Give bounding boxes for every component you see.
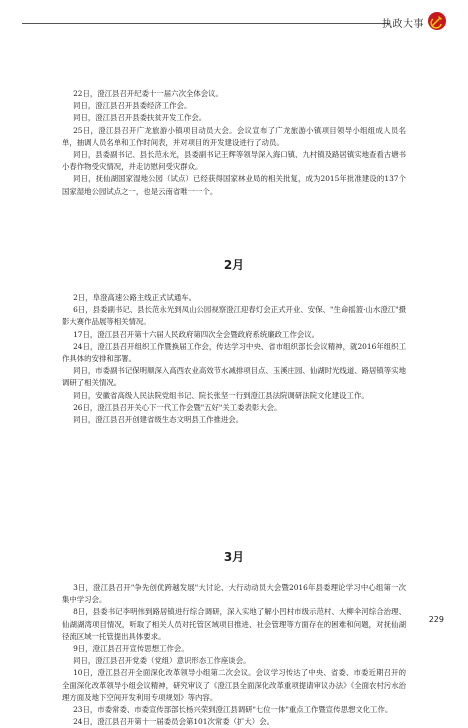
entry: 10日，澄江县召开全面深化改革领导小组第二次会议。会议学习传达了中央、省委、市委近期召开的全面深化改革领导小组会议精神，研究审议了《澄江县全面深化改革重项提请审议办法》《全面农村污水治理方面及地下空间开发利用专项规划》等内容。 [62,668,406,702]
entry: 同日，澄江县召开县委扶贫开发工作会。 [73,113,207,123]
entry: 23日，市委常委、市委宣传部部长杨兴荣到澄江县调研"七位一体"重点工作暨宣传思想文化工作。 [73,705,393,715]
entry: 22日，澄江县召开纪委十一届六次全体会议。 [73,89,223,98]
entry: 2日，阜澄高速公路主线正式试通车。 [73,293,197,302]
page-number: 229 [428,615,444,624]
entry: 24日，澄江县召开组织工作暨换届工作会，传达学习中央、省市组织部长会议精神，就2016年组织工作具体的安排和部署。 [62,341,406,364]
section-february [62,292,406,426]
header-rule [22,23,390,24]
month-title: 3月 [223,550,245,564]
entry: 25日，澄江县召开广龙旅游小镇项目动员大会。会议宣布了广龙旅游小镇项目领导小组组成人员名单，抽调人员名单和工作时间表，并对项目的开发建设进行了动员。 [62,125,406,147]
entry: 同日，澄江县召开县委经济工作会。 [73,101,192,111]
entry: 8日，县委书记李明伟到路居镇进行综合调研，深入实地了解小凹村市级示范村、大柳伞河综合治理、仙湖湖湾项目情况，听取了相关人员对托管区域项目推进、社会管理等方面存在的困难和问题，对抚仙湖径流区域一托管提出具体要求。 [62,607,406,641]
entry: 同日，抚仙湖国家湿地公园（试点）已经获得国家林业局的相关批复，成为2015年批准建设的137个国家湿地公园试点之一，也是云南省唯一一个。 [62,174,406,196]
entry: 17日，澄江县召开第十六届人民政府第四次全会暨政府系统廉政工作会议。 [73,329,320,339]
section-march [62,582,406,728]
month-title: 2月 [223,258,245,272]
entry: 3日，澄江县召开"争先创优跨越发展"大讨论、大行动动员大会暨2016年县委理论学习中心组第一次集中学习会。 [62,583,406,605]
entry: 同日，县委副书记、县长范永光，县委副书记王辉等领导深入海口镇、九村镇及路居镇实地查看古塘书小春作物受灾情况，并走访慰问受灾群众。 [62,150,406,172]
entry: 9日，澄江县召开宣传思想工作会。 [73,644,189,654]
entry: 同日，市委副书记保明顺深入高西农业高效节水减排项目点、玉溪庄园、仙湖时光线道、路居镇等实地调研了相关情况。 [62,366,406,388]
entry: 同日，安徽省高级人民法院党组书记、院长张坚一行到澄江县法院调研法院文化建设工作。 [73,390,369,400]
party-emblem-icon [428,12,446,30]
month-heading-february [62,256,406,273]
entry: 6日，县委副书记、县长范永光到凤山公园视察澄江迎春灯会正式开业、安保、"生命摇篮·山水澄江"摄影大赛作品展等相关情况。 [62,305,406,327]
entry: 同日，澄江县召开党委（党组）意识形态工作座谈会。 [73,656,251,666]
entry: 24日，澄江县召开第十一届委员会第101次常委（扩大）会。 [73,717,274,727]
header-title: 执政大事 [382,19,424,30]
section-january [62,88,406,198]
entry: 同日，澄江县召开创建省级生态文明县工作推进会。 [73,415,244,425]
running-header [22,10,446,34]
entry: 26日，澄江县召开关心下一代工作会暨"五好"关工委表彰大会。 [73,402,282,412]
month-heading-march [62,548,406,565]
